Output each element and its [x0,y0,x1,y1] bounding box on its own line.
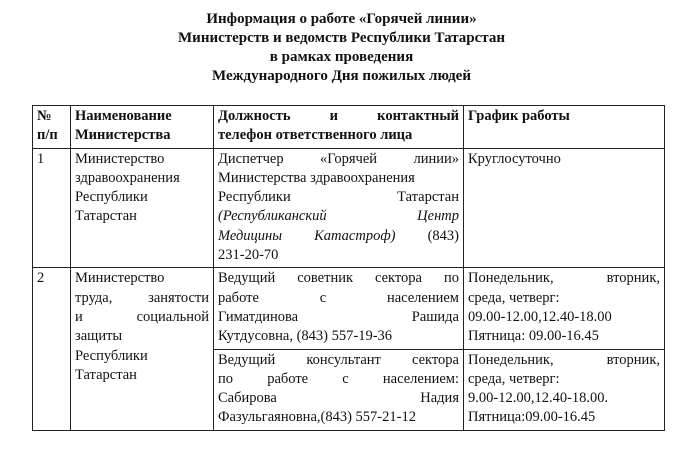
title-line: Министерств и ведомств Республики Татарстан [178,30,505,46]
document-title [0,10,683,86]
title-line: в рамках проведения [269,49,414,65]
contact-info: Диспетчер «Горячей линии» Министерства здравоохранения Республики Татарстан (Республиканский Центр Медицины Катастроф) (843) 231-20-70 [214,148,464,268]
title-line: Международного Дня пожилых людей [212,68,471,84]
work-schedule: Круглосуточно [464,148,665,268]
header-contact: Должность и контактный телефон ответственного лица [214,106,464,149]
header-num: № п/п [33,106,71,149]
row-number: 1 [33,148,71,268]
ministry-name: Министерство здравоохранения Республики Татарстан [71,148,214,268]
table-row [33,268,665,349]
table-row [33,148,665,268]
contact-info: Ведущий советник сектора по работе с населением Гиматдинова Рашида Кутдусовна, (843) 557-19-36 [214,268,464,349]
ministry-name: Министерство труда, занятости и социальной защиты Республики Татарстан [71,268,214,430]
title-line: Информация о работе «Горячей линии» [206,11,477,27]
table-header-row [33,106,665,149]
hotline-table [32,105,665,431]
header-ministry: Наименование Министерства [71,106,214,149]
work-schedule: Понедельник, вторник, среда, четверг: 09.00-12.00,12.40-18.00 Пятница: 09.00-16.45 [464,268,665,349]
row-number: 2 [33,268,71,430]
contact-info: Ведущий консультант сектора по работе с населением: Сабирова Надия Фазульгаяновна,(843) 557-21-12 [214,349,464,430]
work-schedule: Понедельник, вторник, среда, четверг: 9.00-12.00,12.40-18.00. Пятница:09.00-16.45 [464,349,665,430]
header-schedule: График работы [464,106,665,149]
